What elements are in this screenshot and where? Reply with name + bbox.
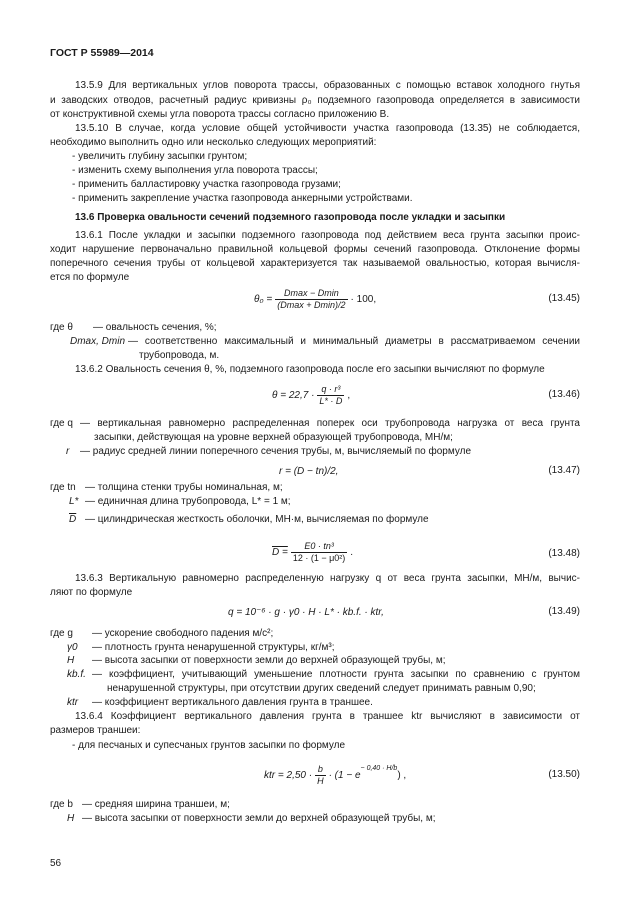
list-item: - изменить схему выполнения угла поворота трассы; [72,165,318,176]
paragraph-line: 13.6.3 Вертикальную равномерно распределенную нагрузку q от веса грунта засыпки, МН/м, вычис- [75,573,580,584]
paragraph-line: от конструктивной схемы угла поворота трассы согласно приложению В. [50,109,390,120]
where-desc: — соответственно максимальный и минимальный диаметры в рассматриваемом сечении [128,336,580,347]
where-desc: — ускорение свободного падения м/с²; [92,628,274,639]
formula-numerator: b [317,763,323,774]
formula-middle: · (1 − e [328,769,361,781]
where-desc: — цилиндрическая жесткость оболочки, МН·м, вычисляемая по формуле [85,514,429,525]
where-desc: — плотность грунта ненарушенной структуры, кг/м³; [92,642,335,653]
paragraph-line: 13.6.4 Коэффициент вертикального давления грунта в траншее ktr вычисляют в зависимости от [75,711,580,722]
page-header: ГОСТ Р 55989—2014 [50,47,154,59]
formula-number: (13.50) [548,769,580,780]
list-item: - увеличить глубину засыпки грунтом; [72,151,248,162]
formula-body: r = (D − tn)/2, [279,465,339,477]
paragraph-line: 13.5.10 В случае, когда условие общей устойчивости участка газопровода (13.35) не соблюдается, [75,123,580,134]
formula-numerator: q · r³ [321,383,341,394]
formula-number: (13.49) [548,606,580,617]
where-desc: ненарушенной структуры, при отсутствии других сведений следует принимать равным 0,90; [107,683,536,694]
where-symbol: kb.f. [67,669,86,680]
where-desc: — радиус средней линии поперечного сечения трубы, м, вычисляемый по формуле [80,446,472,457]
formula-numerator: Dmax − Dmin [284,287,339,298]
formula-lhs: D = [272,546,288,558]
where-desc: — овальность сечения, %; [93,322,217,333]
formula-13-45 [50,284,580,314]
formula-fraction [291,541,347,564]
where-symbol: Dmax, Dmin [70,336,126,347]
section-title: 13.6 Проверка овальности сечений подземного газопровода после укладки и засыпки [75,212,506,223]
formula-tail: , [347,389,351,401]
where-symbol: где θ [50,322,73,333]
where-desc: — средняя ширина траншеи, м; [82,799,230,810]
paragraph-line: ходит нарушение первоначально правильной кольцевой формы сечений газопровода. Отклонение формы [50,244,580,255]
formula-body: q = 10⁻⁶ · g · γ0 · H · L* · kb.f. · ktr, [228,606,384,618]
where-symbol: L* [69,496,79,507]
paragraph-line: 13.5.9 Для вертикальных углов поворота трассы, образованных с помощью вставок холодного гнутья [75,80,580,91]
formula-13-49 [50,597,580,627]
where-desc: — толщина стенки трубы номинальная, м; [85,482,283,493]
formula-denominator: H [317,775,324,786]
formula-tail: ) , [397,769,407,781]
paragraph-line: необходимо выполнить одно или несколько следующих мероприятий: [50,137,377,148]
formula-13-50: ktr = 2,50 · $\frac{b}{H}$ · (1 − e $^{- 0,40 \cdot H/b}$ ) , (13.50) [264,763,580,786]
where-symbol: где tn [50,482,76,493]
formula-number: (13.46) [548,389,580,400]
formula-tail: . [350,546,354,558]
where-desc: — вертикальная равномерно распределенная поперек оси трубопровода нагрузка от веса грунта [80,418,580,429]
where-symbol: где q [50,418,73,429]
where-symbol: ktr [67,697,79,708]
list-item: - применить балластировку участка газопровода грузами; [72,179,341,190]
where-desc: — единичная длина трубопровода, L* = 1 м; [85,496,291,507]
formula-fraction [315,764,326,787]
where-desc: — высота засыпки от поверхности земли до верхней образующей трубы, м; [92,655,446,666]
formula-number: (13.48) [548,548,580,559]
formula-numerator: E0 · tn³ [304,540,334,551]
where-desc: засыпки, действующая на уровне верхней образующей трубопровода, МН/м; [94,432,453,443]
formula-number: (13.47) [548,465,580,476]
formula-13-48 [50,537,580,567]
formula-denominator: L* · D [319,395,343,406]
where-desc: трубопровода, м. [139,350,220,361]
list-item: - применить закрепление участка газопровода анкерными устройствами. [72,193,413,204]
paragraph-line: 13.6.2 Овальность сечения θ, %, подземного газопровода после его засыпки вычисляют по формуле [75,364,545,375]
page-number: 56 [50,858,62,869]
where-symbol: где g [50,628,73,639]
where-desc: — высота засыпки от поверхности земли до верхней образующей трубы, м; [82,813,436,824]
formula-lhs: θ₀ = [254,293,273,305]
paragraph-line: ется по формуле [50,272,130,283]
where-desc: — коэффициент, учитывающий уменьшение плотности грунта засыпки по сравнению с грунтом [92,669,580,680]
formula-tail: · 100, [350,293,377,305]
formula-denominator: 12 · (1 − μ0²) [292,552,346,563]
where-symbol: H [67,655,75,666]
formula-fraction [317,384,344,407]
paragraph-line: поперечного сечения трубы от кольцевой характеризуется так называемой овальностью, которая вычисля- [50,258,580,269]
formula-lhs: θ = 22,7 · [272,389,315,401]
where-symbol: γ0 [67,642,78,653]
formula-fraction [275,288,347,311]
formula-13-46 [50,380,580,410]
where-symbol: где b [50,799,73,810]
where-desc: — коэффициент вертикального давления грунта в траншее. [92,697,373,708]
where-symbol: r [66,446,70,457]
where-symbol: $\overline{D}$ [69,514,77,525]
where-symbol: H [67,813,75,824]
formula-denominator: (Dmax + Dmin)/2 [277,299,346,310]
paragraph-line: ляют по формуле [50,587,133,598]
paragraph-line: размеров траншеи: [50,725,141,736]
paragraph-line: - для песчаных и супесчаных грунтов засыпки по формуле [72,740,346,751]
paragraph-line: и заводских отводов, расчетный радиус кривизны ρ₀ подземного газопровода определяется в зависимости [50,95,580,106]
paragraph-line: 13.6.1 После укладки и засыпки подземного газопровода под действием веса грунта засыпки проис- [75,230,580,241]
formula-lhs: ktr = 2,50 · [264,769,313,781]
formula-number: (13.45) [548,293,580,304]
